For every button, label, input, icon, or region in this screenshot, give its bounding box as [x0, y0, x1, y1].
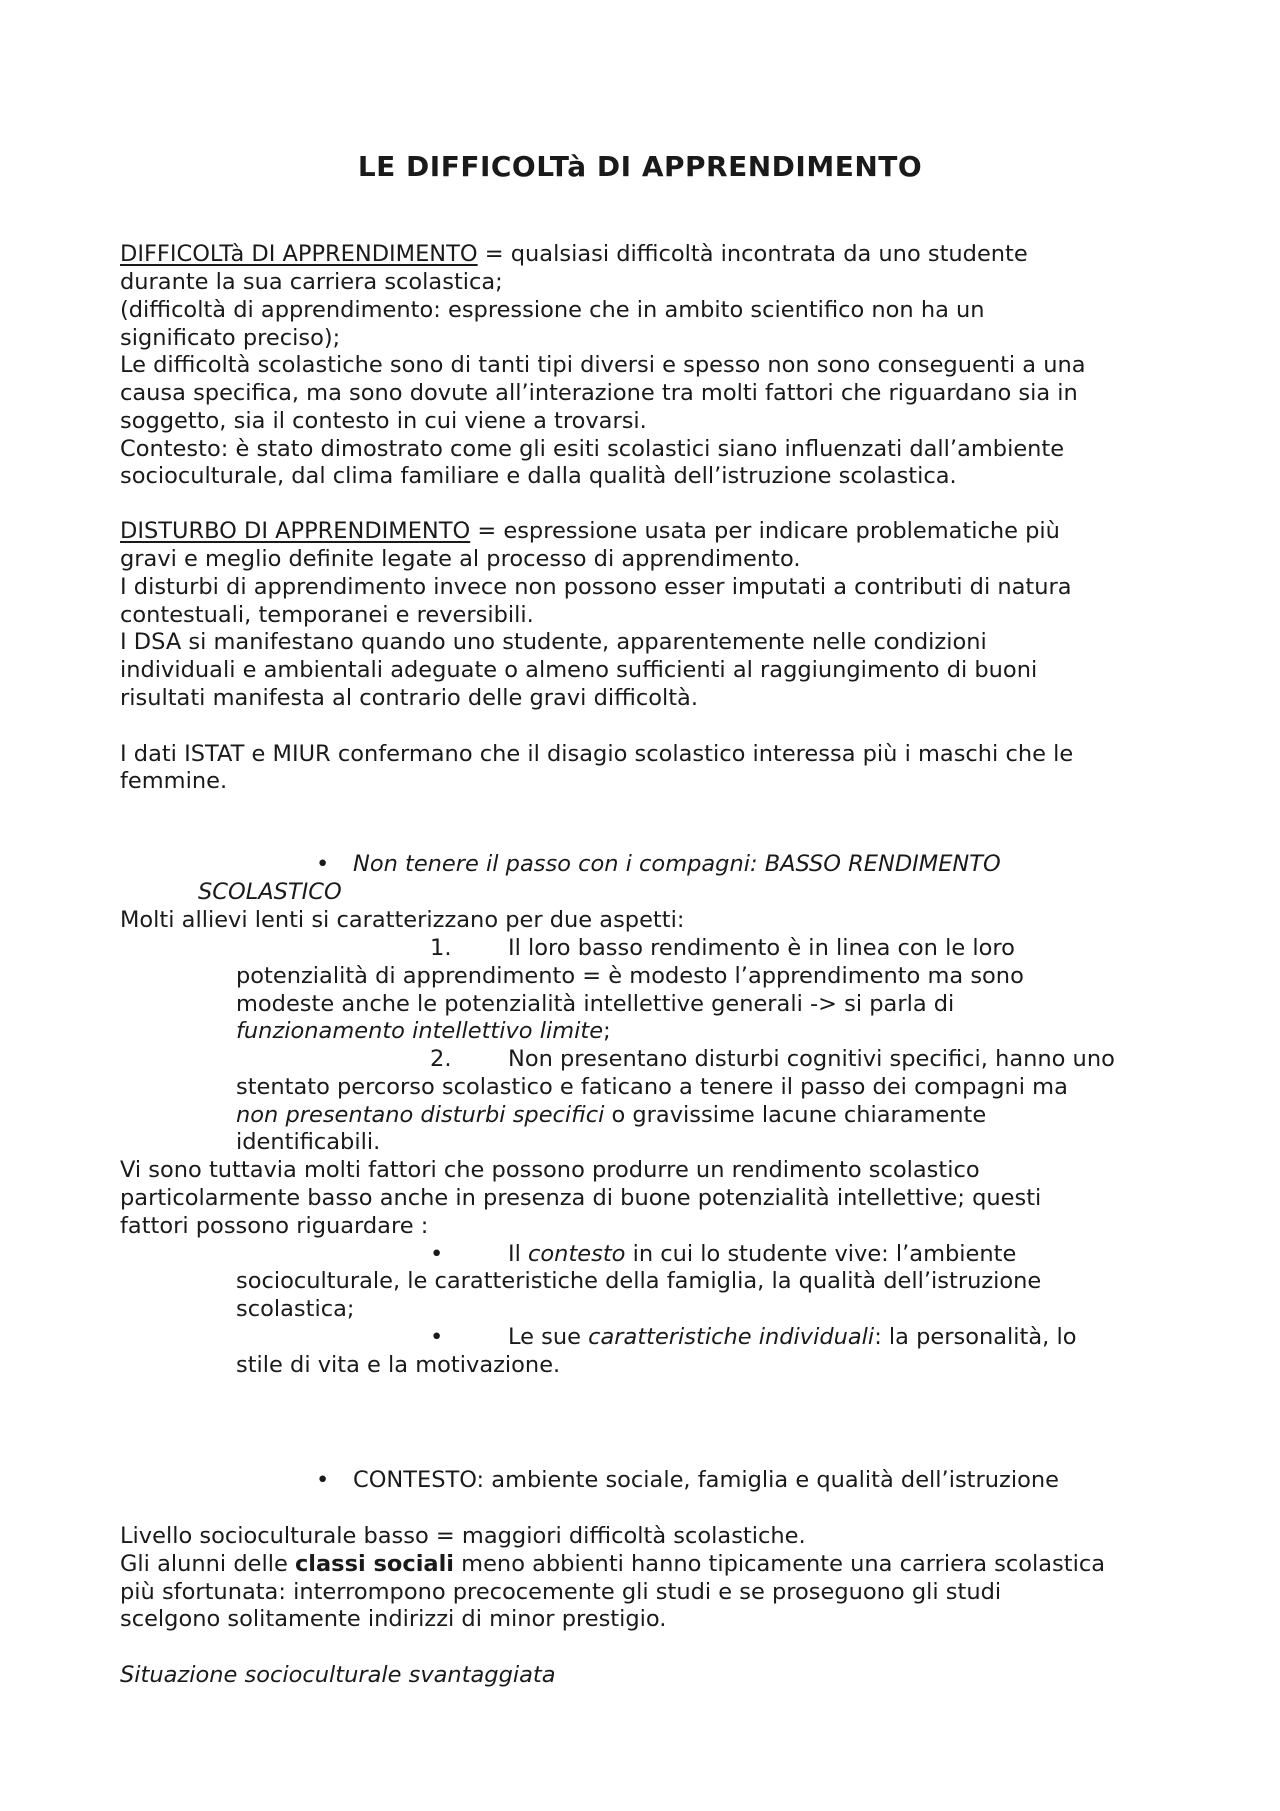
paragraph-line: Livello socioculturale basso = maggiori difficoltà scolastiche. — [120, 1523, 806, 1549]
bullet-marker: • — [430, 1241, 444, 1267]
paragraph-line: significato preciso); — [120, 325, 341, 351]
bullet-marker: • — [316, 851, 330, 877]
bullet-heading: Non tenere il passo con i compagni: BASSO RENDIMENTO — [353, 851, 1001, 877]
paragraph-line: Gli alunni delle classi sociali meno abbienti hanno tipicamente una carriera scolastica — [120, 1551, 1105, 1577]
paragraph-line: I dati ISTAT e MIUR confermano che il disagio scolastico interessa più i maschi che le — [120, 741, 1074, 767]
list-number: 1. — [430, 935, 452, 961]
page-title: LE DIFFICOLTà DI APPRENDIMENTO — [357, 150, 923, 183]
list-item-line: socioculturale, le caratteristiche della famiglia, la qualità dell’istruzione — [236, 1268, 1042, 1294]
paragraph-line: Molti allievi lenti si caratterizzano per due aspetti: — [120, 907, 685, 933]
paragraph-line: risultati manifesta al contrario delle gravi difficoltà. — [120, 685, 699, 711]
paragraph-line: (difficoltà di apprendimento: espressione che in ambito scientifico non ha un — [120, 297, 985, 323]
paragraph-line: socioculturale, dal clima familiare e dalla qualità dell’istruzione scolastica. — [120, 463, 957, 489]
paragraph-line: Le difficoltà scolastiche sono di tanti tipi diversi e spesso non sono conseguenti a una — [120, 352, 1086, 378]
list-item-line: Il contesto in cui lo studente vive: l’ambiente — [508, 1241, 1017, 1267]
paragraph-line: durante la sua carriera scolastica; — [120, 269, 503, 295]
list-item-line: non presentano disturbi specifici o gravissime lacune chiaramente — [236, 1102, 987, 1128]
list-item-line: funzionamento intellettivo limite; — [236, 1018, 611, 1044]
bullet-heading-cont: SCOLASTICO — [198, 879, 342, 905]
paragraph-line: individuali e ambientali adeguate o almeno sufficienti al raggiungimento di buoni — [120, 657, 1038, 683]
list-item-line: identificabili. — [236, 1129, 381, 1155]
list-item-line: stile di vita e la motivazione. — [236, 1352, 561, 1378]
bullet-marker: • — [316, 1467, 330, 1493]
list-item-line: modeste anche le potenzialità intellettive generali -> si parla di — [236, 991, 955, 1017]
paragraph-line: gravi e meglio definite legate al processo di apprendimento. — [120, 546, 801, 572]
paragraph-line: I disturbi di apprendimento invece non possono esser imputati a contributi di natura — [120, 574, 1072, 600]
list-item-line: potenzialità di apprendimento = è modesto l’apprendimento ma sono — [236, 963, 1024, 989]
bullet-heading: CONTESTO: ambiente sociale, famiglia e qualità dell’istruzione — [353, 1467, 1059, 1493]
bullet-marker: • — [430, 1324, 444, 1350]
paragraph-line: Vi sono tuttavia molti fattori che possono produrre un rendimento scolastico — [120, 1157, 980, 1183]
paragraph-line: particolarmente basso anche in presenza di buone potenzialità intellettive; questi — [120, 1185, 1042, 1211]
list-item-line: Non presentano disturbi cognitivi specifici, hanno uno — [508, 1046, 1115, 1072]
paragraph-line: femmine. — [120, 768, 228, 794]
paragraph-line: Contesto: è stato dimostrato come gli esiti scolastici siano influenzati dall’ambiente — [120, 436, 1065, 462]
list-item-line: stentato percorso scolastico e faticano a tenere il passo dei compagni ma — [236, 1074, 1068, 1100]
term-disturbo: DISTURBO DI APPRENDIMENTO — [120, 518, 471, 544]
paragraph-line: scelgono solitamente indirizzi di minor prestigio. — [120, 1606, 667, 1632]
paragraph-line: contestuali, temporanei e reversibili. — [120, 602, 534, 628]
paragraph-line: causa specifica, ma sono dovute all’interazione tra molti fattori che riguardano sia in — [120, 380, 1078, 406]
paragraph-line: fattori possono riguardare : — [120, 1213, 429, 1239]
section-heading: Situazione socioculturale svantaggiata — [120, 1662, 556, 1688]
list-item-line: scolastica; — [236, 1296, 355, 1322]
term-difficolta: DIFFICOLTà DI APPRENDIMENTO — [120, 241, 478, 267]
list-number: 2. — [430, 1046, 452, 1072]
list-item-line: Le sue caratteristiche individuali: la personalità, lo — [508, 1324, 1077, 1350]
paragraph-line: I DSA si manifestano quando uno studente, apparentemente nelle condizioni — [120, 629, 987, 655]
paragraph-line: DIFFICOLTà DI APPRENDIMENTO = qualsiasi difficoltà incontrata da uno studente — [120, 241, 1028, 267]
paragraph-line: soggetto, sia il contesto in cui viene a trovarsi. — [120, 408, 647, 434]
paragraph-line: DISTURBO DI APPRENDIMENTO = espressione usata per indicare problematiche più — [120, 518, 1060, 544]
paragraph-line: più sfortunata: interrompono precocemente gli studi e se proseguono gli studi — [120, 1579, 1002, 1605]
list-item-line: Il loro basso rendimento è in linea con le loro — [508, 935, 1015, 961]
